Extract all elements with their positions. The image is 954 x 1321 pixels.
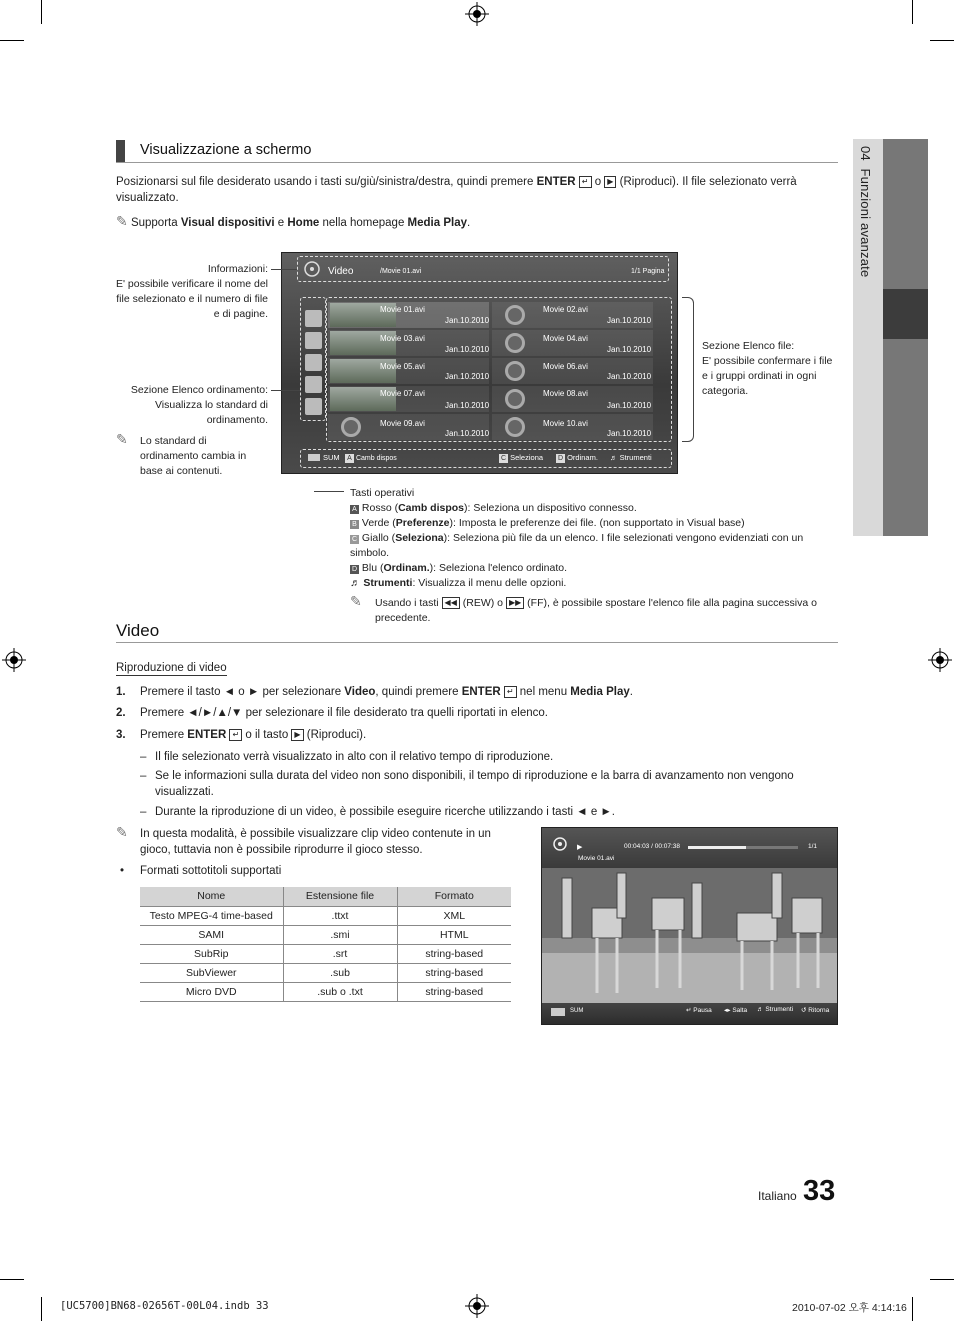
callout-sort-note: ✎ Lo standard di ordinamento cambia in base ai contenuti.: [116, 431, 247, 477]
section-heading: Visualizzazione a schermo: [116, 140, 838, 163]
play-state-icon: ▶: [577, 844, 583, 851]
folder-icon[interactable]: [305, 310, 322, 327]
callout-info: Informazioni: E' possibile verificare il nome del file selezionato e il numero di file e di pagine.: [116, 263, 268, 320]
screen-title: Video: [328, 266, 354, 277]
film-reel-icon: [505, 333, 525, 353]
calendar-icon[interactable]: [305, 354, 322, 371]
table-row: SAMI .smi HTML: [140, 925, 511, 944]
language-label: Italiano: [758, 1189, 797, 1203]
bracket: [682, 297, 694, 442]
return-icon: ↺: [801, 1007, 807, 1014]
playing-file-name: Movie 01.avi: [578, 855, 615, 862]
play-icon: ▶: [604, 176, 616, 188]
remote-icon: [551, 1008, 565, 1016]
pencil-icon: ✎: [350, 593, 362, 609]
crop-mark: [912, 0, 913, 24]
chapter-label: 04 Funzioni avanzate: [858, 146, 873, 278]
screen-page-count: 1/1 Pagina: [631, 268, 665, 275]
star-icon[interactable]: [305, 398, 322, 415]
ordinam-button[interactable]: D Ordinam.: [557, 453, 598, 462]
play-time: 00:04:03 / 00:07:38: [624, 843, 681, 850]
camb-dispos-button[interactable]: A Camb dispos: [345, 454, 397, 463]
enter-icon: ↵: [229, 729, 242, 741]
step-2: 2. Premere ◄/►/▲/▼ per selezionare il file desiderato tra quelli riportati in elenco.: [116, 707, 548, 719]
registration-mark-icon: [2, 648, 26, 672]
table-row: Testo MPEG-4 time-based .ttxt XML: [140, 906, 511, 925]
crop-mark: [912, 1297, 913, 1321]
enter-icon: ↵: [504, 686, 517, 698]
rew-icon: ◀◀: [442, 597, 460, 609]
detail-1: – Il file selezionato verrà visualizzato in alto con il relativo tempo di riproduzione.: [140, 751, 554, 763]
detail-2: – Se le informazioni sulla durata del video non sono disponibili, il tempo di riproduzione e la barra di avanzamento non vengono visualizzati.: [140, 770, 794, 798]
note-game: ✎ In questa modalità, è possibile visualizzare clip video contenute in un gioco, tuttavia non è possibile riprodurre il gioco stesso.: [116, 824, 491, 856]
crop-mark: [0, 1279, 24, 1280]
sort-az-icon[interactable]: [305, 332, 322, 349]
table-header: Nome Estensione file Formato: [140, 887, 511, 906]
page-number: 33: [803, 1175, 836, 1207]
tasti-operativi: Tasti operativi A Rosso (Camb dispos): Seleziona un dispositivo connesso. B Verde (Preferenze): Imposta le preferenze dei file. (non supportato in Visual base) C Giallo (Seleziona): Seleziona più file da un elenco. I file selezionati vengono evidenziati con un simbolo. D Blu (Ordinam.): Seleziona l'elenco ordinato. ♬ Strumenti: Visualizza il menu delle opzioni.: [350, 487, 804, 589]
tasti-note: ✎ Usando i tasti ◀◀ (REW) o ▶▶ (FF), è possibile spostare l'elenco file alla pagina successiva o precedente.: [350, 593, 817, 624]
step-1: 1. Premere il tasto ◄ o ► per selezionare Video, quindi premere ENTER ↵ nel menu Media Play.: [116, 686, 633, 698]
callout-file-list: Sezione Elenco file: E' possibile confermare i file e i gruppi ordinati in ogni categoria.: [702, 340, 833, 397]
footer-date: 2010-07-02 오후 4:14:16: [792, 1302, 907, 1314]
tools-icon: ♬: [610, 453, 618, 462]
tools-icon: ♬: [757, 1006, 764, 1013]
footer-filename: [UC5700]BN68-02656T-00L04.indb 33: [60, 1300, 269, 1312]
table-row: SubViewer .sub string-based: [140, 963, 511, 982]
pause-button[interactable]: ↵ Pausa: [686, 1007, 712, 1014]
film-reel-icon: [341, 417, 361, 437]
film-reel-icon: [505, 305, 525, 325]
table-row: SubRip .srt string-based: [140, 944, 511, 963]
registration-mark-icon: [928, 648, 952, 672]
giraffes-image: [542, 868, 838, 1003]
crop-mark: [930, 40, 954, 41]
film-reel-icon: [505, 417, 525, 437]
screen-path: /Movie 01.avi: [380, 268, 422, 275]
film-reel-icon: [505, 389, 525, 409]
left-right-icon: ◂▸: [724, 1007, 731, 1014]
bullet-subs: • Formati sottotitoli supportati: [120, 865, 282, 877]
note-paragraph: ✎ Supporta Visual dispositivi e Home nella homepage Media Play.: [116, 213, 471, 229]
film-reel-icon: [303, 260, 321, 278]
registration-mark-icon: [465, 1294, 489, 1318]
table-row: Micro DVD .sub o .txt string-based: [140, 982, 511, 1001]
film-reel-icon: [552, 836, 568, 852]
progress-bar[interactable]: [688, 846, 798, 849]
crop-mark: [41, 0, 42, 24]
tools-icon: ♬: [350, 577, 361, 589]
enter-icon: ↵: [579, 176, 592, 188]
pencil-icon: ✎: [116, 213, 128, 229]
section-heading-video: Video: [116, 619, 838, 643]
callout-sort: Sezione Elenco ordinamento: Visualizza lo standard di ordinamento.: [130, 384, 268, 426]
pencil-icon: ✎: [116, 824, 128, 840]
step-3: 3. Premere ENTER ↵ o il tasto ▶ (Riproduci).: [116, 729, 367, 741]
seleziona-button[interactable]: C Seleziona: [500, 453, 544, 462]
strumenti-button[interactable]: ♬ Strumenti: [610, 453, 652, 462]
enter-icon: ↵: [686, 1007, 692, 1014]
calendar-month-icon[interactable]: [305, 376, 322, 393]
pencil-icon: ✎: [116, 431, 128, 447]
remote-icon: [308, 454, 320, 461]
subheading: Riproduzione di video: [116, 662, 227, 674]
film-reel-icon: [505, 361, 525, 381]
subtitle-formats-table: [140, 887, 511, 1002]
crop-mark: [930, 1279, 954, 1280]
ff-icon: ▶▶: [506, 597, 524, 609]
registration-mark-icon: [465, 2, 489, 26]
crop-mark: [0, 40, 24, 41]
crop-mark: [41, 1297, 42, 1321]
file-count: 1/1: [808, 843, 818, 850]
play-icon: ▶: [291, 729, 303, 741]
tools-button[interactable]: ♬ Strumenti: [757, 1006, 794, 1013]
intro-paragraph: Posizionarsi sul file desiderato usando i tasti su/giù/sinistra/destra, quindi premere ENTER ↵ o ▶ (Riproduci). Il file selezionato verrà visualizzato.: [116, 176, 797, 204]
return-button[interactable]: ↺ Ritorna: [801, 1007, 830, 1014]
detail-3: – Durante la riproduzione di un video, è possibile eseguire ricerche utilizzando i tasti ◄ e ►.: [140, 806, 616, 818]
skip-button[interactable]: ◂▸ Salta: [724, 1007, 748, 1014]
